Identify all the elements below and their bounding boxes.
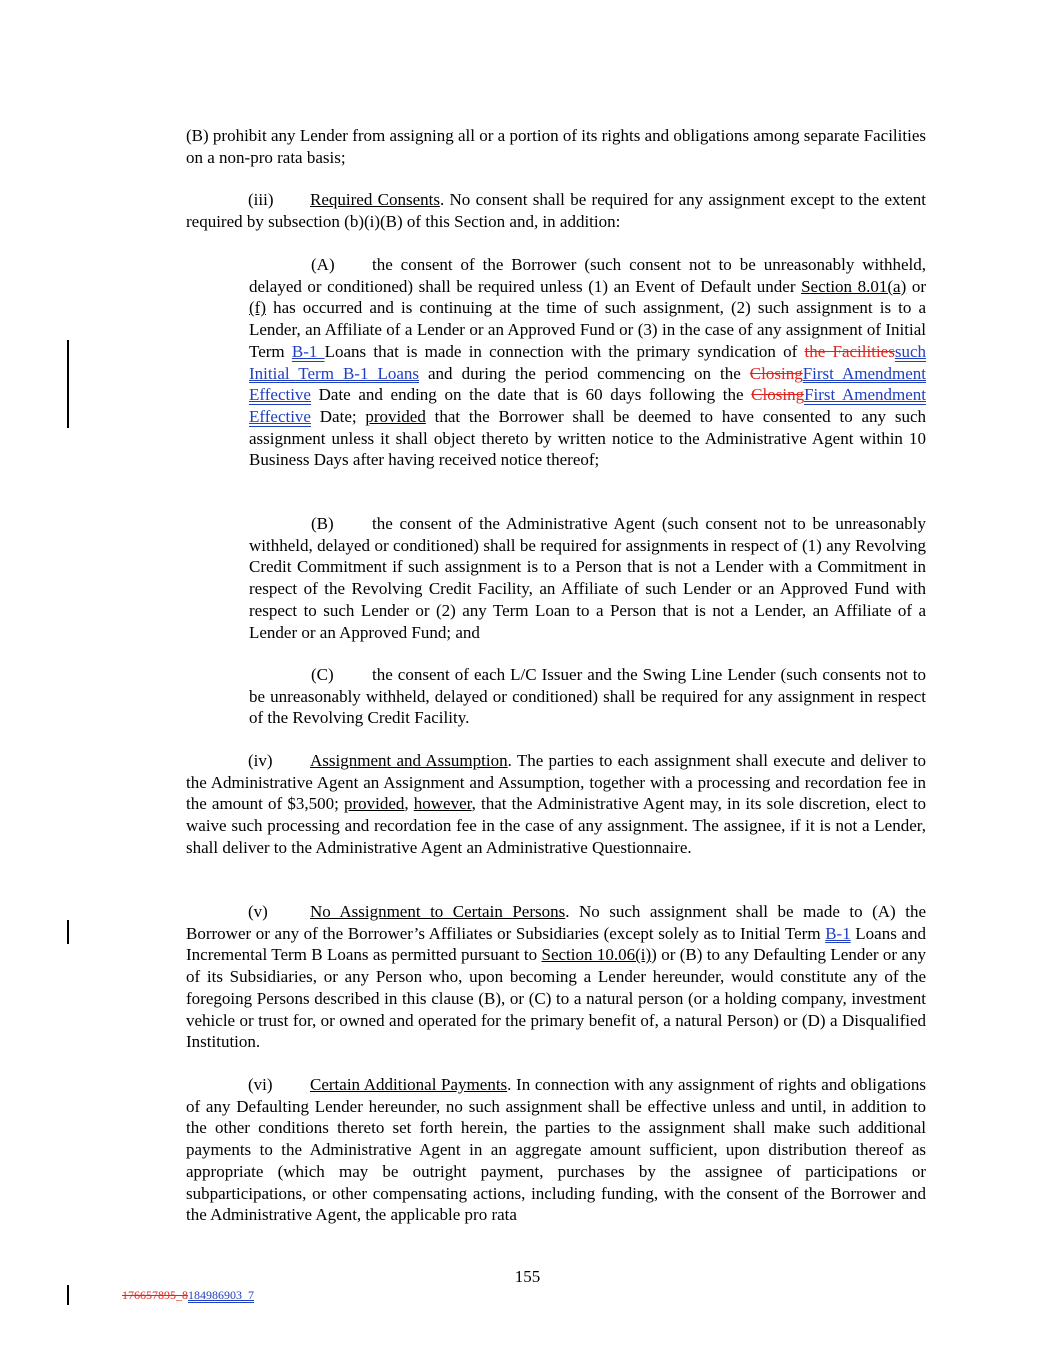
deleted-text: the Facilities (804, 341, 895, 361)
paragraph-iv-assignment-assumption: (iv) Assignment and Assumption. The parties to each assignment shall execute and deliver to the Administrative Agent an Assignment and Assumption, together with a processing and recordation fee in the amount of $3,500; provided, however, that the Administrative Agent may, in its sole discretion, elect to waive such processing and recordation fee in the case of any assignment. The assignee, if it is not a Lender, shall deliver to the Administrative Agent an Administrative Questionnaire. (186, 751, 926, 857)
paragraph-text: (B) prohibit any Lender from assigning all or a portion of its rights and obligations among separate Facilities on a non-pro rata basis; (186, 126, 926, 167)
section-reference: Section 8.01(a) (801, 276, 907, 296)
inserted-text: First Amendment Effective (249, 385, 926, 426)
deleted-text: Closing (749, 363, 803, 383)
clause-label: (iii) (248, 190, 274, 209)
paragraph-a-borrower-consent: (A) the consent of the Borrower (such consent not to be unreasonably withheld, delayed or conditioned) shall be required unless (1) an Event of Default under Section 8.01(a) or (f) has occurred and is continuing at the time of such assignment, (2) such assignment is to a Lender, an Affiliate of a Lender or an Approved Fund or (3) in the case of any assignment of Initial Term B-1 Loans that is made in connection with the primary syndication of the Facilitiessuch Initial Term B-1 Loans and during the period commencing on the ClosingFirst Amendment Effective Date and ending on the date that is 60 days following the ClosingFirst Amendment Effective Date; provided that the Borrower shall be deemed to have consented to any such assignment unless it shall object thereto by written notice to the Administrative Agent within 10 Business Days after having received notice thereof; (249, 255, 926, 470)
deleted-doc-id: 176657895_8 (122, 1288, 188, 1302)
inserted-text: B-1 (825, 923, 851, 943)
clause-label: (iv) (248, 751, 273, 770)
clause-label: (A) (311, 255, 335, 274)
inserted-doc-id: 184986903_7 (188, 1288, 254, 1302)
change-bar-para-a (67, 340, 69, 428)
paragraph-b-prohibit (186, 125, 926, 168)
inserted-text: First Amendment Effective (249, 363, 926, 405)
section-heading: Required Consents (310, 190, 440, 209)
paragraph-v-no-assignment: (v) No Assignment to Certain Persons. No such assignment shall be made to (A) the Borrower or any of the Borrower’s Affiliates or Subsidiaries (except solely as to Initial Term B-1 Loans and Incremental Term B Loans as permitted pursuant to Section 10.06(i)) or (B) to any Defaulting Lender or any of its Subsidiaries, or any Person who, upon becoming a Lender hereunder, would constitute any of the foregoing Persons described in this clause (B), or (C) to a natural person (or a holding company, investment vehicle or trust for, or owned and operated for the primary benefit of, a natural Person) or (D) a Disqualified Institution. (186, 902, 927, 1052)
section-heading: Certain Additional Payments (310, 1075, 508, 1094)
change-bar-para-v (67, 920, 69, 944)
clause-label: (C) (311, 665, 334, 684)
clause-label: (B) (311, 514, 334, 533)
section-reference: Section 10.06(i) (541, 945, 652, 965)
inserted-text: B-1 (291, 341, 325, 361)
change-bar-footer (67, 1285, 69, 1305)
paragraph-c-issuer-consent: (C) the consent of each L/C Issuer and the Swing Line Lender (such consents not to be unreasonably withheld, delayed or conditioned) shall be required for any assignment in respect of the Revolving Credit Facility. (249, 665, 926, 728)
paragraph-vi-additional-payments: (vi) Certain Additional Payments. In connection with any assignment of rights and obligations of any Defaulting Lender hereunder, no such assignment shall be effective unless and until, in addition to the other conditions thereto set forth herein, the parties to the assignment shall make such additional payments to the Administrative Agent in an aggregate amount sufficient, upon distribution thereof as appropriate (which may be outright payment, purchases by the assignee of participations or subparticipations, or other compensating actions, including funding, with the consent of the Borrower and the Administrative Agent, the applicable pro rata (186, 1075, 926, 1225)
section-heading: No Assignment to Certain Persons (310, 902, 566, 921)
clause-label: (vi) (248, 1075, 273, 1094)
document-id (122, 1288, 254, 1302)
defined-term: provided (343, 794, 405, 814)
defined-term: provided (365, 406, 426, 426)
paragraph-b-agent-consent: (B) the consent of the Administrative Agent (such consent not to be unreasonably withheld, delayed or conditioned) shall be required for assignments in respect of (1) any Revolving Credit Commitment if such assignment is to a Person that is not a Lender with a Commitment in respect of the Revolving Credit Facility, an Affiliate of such Lender or an Approved Fund with respect to such Lender or (2) any Term Loan to a Person that is not a Lender, an Affiliate of a Lender or an Approved Fund; and (249, 514, 926, 642)
deleted-text: Closing (751, 385, 805, 405)
inserted-text: such Initial Term B-1 Loans (249, 341, 926, 383)
paragraph-iii-required-consents: (iii) Required Consents. No consent shall be required for any assignment except to the extent required by subsection (b)(i)(B) of this Section and, in addition: (186, 190, 926, 231)
page-number: 155 (514, 1267, 541, 1286)
section-heading: Assignment and Assumption (310, 751, 508, 770)
clause-label: (v) (248, 902, 268, 921)
defined-term: however (413, 794, 472, 814)
section-reference: (f) (249, 298, 266, 318)
